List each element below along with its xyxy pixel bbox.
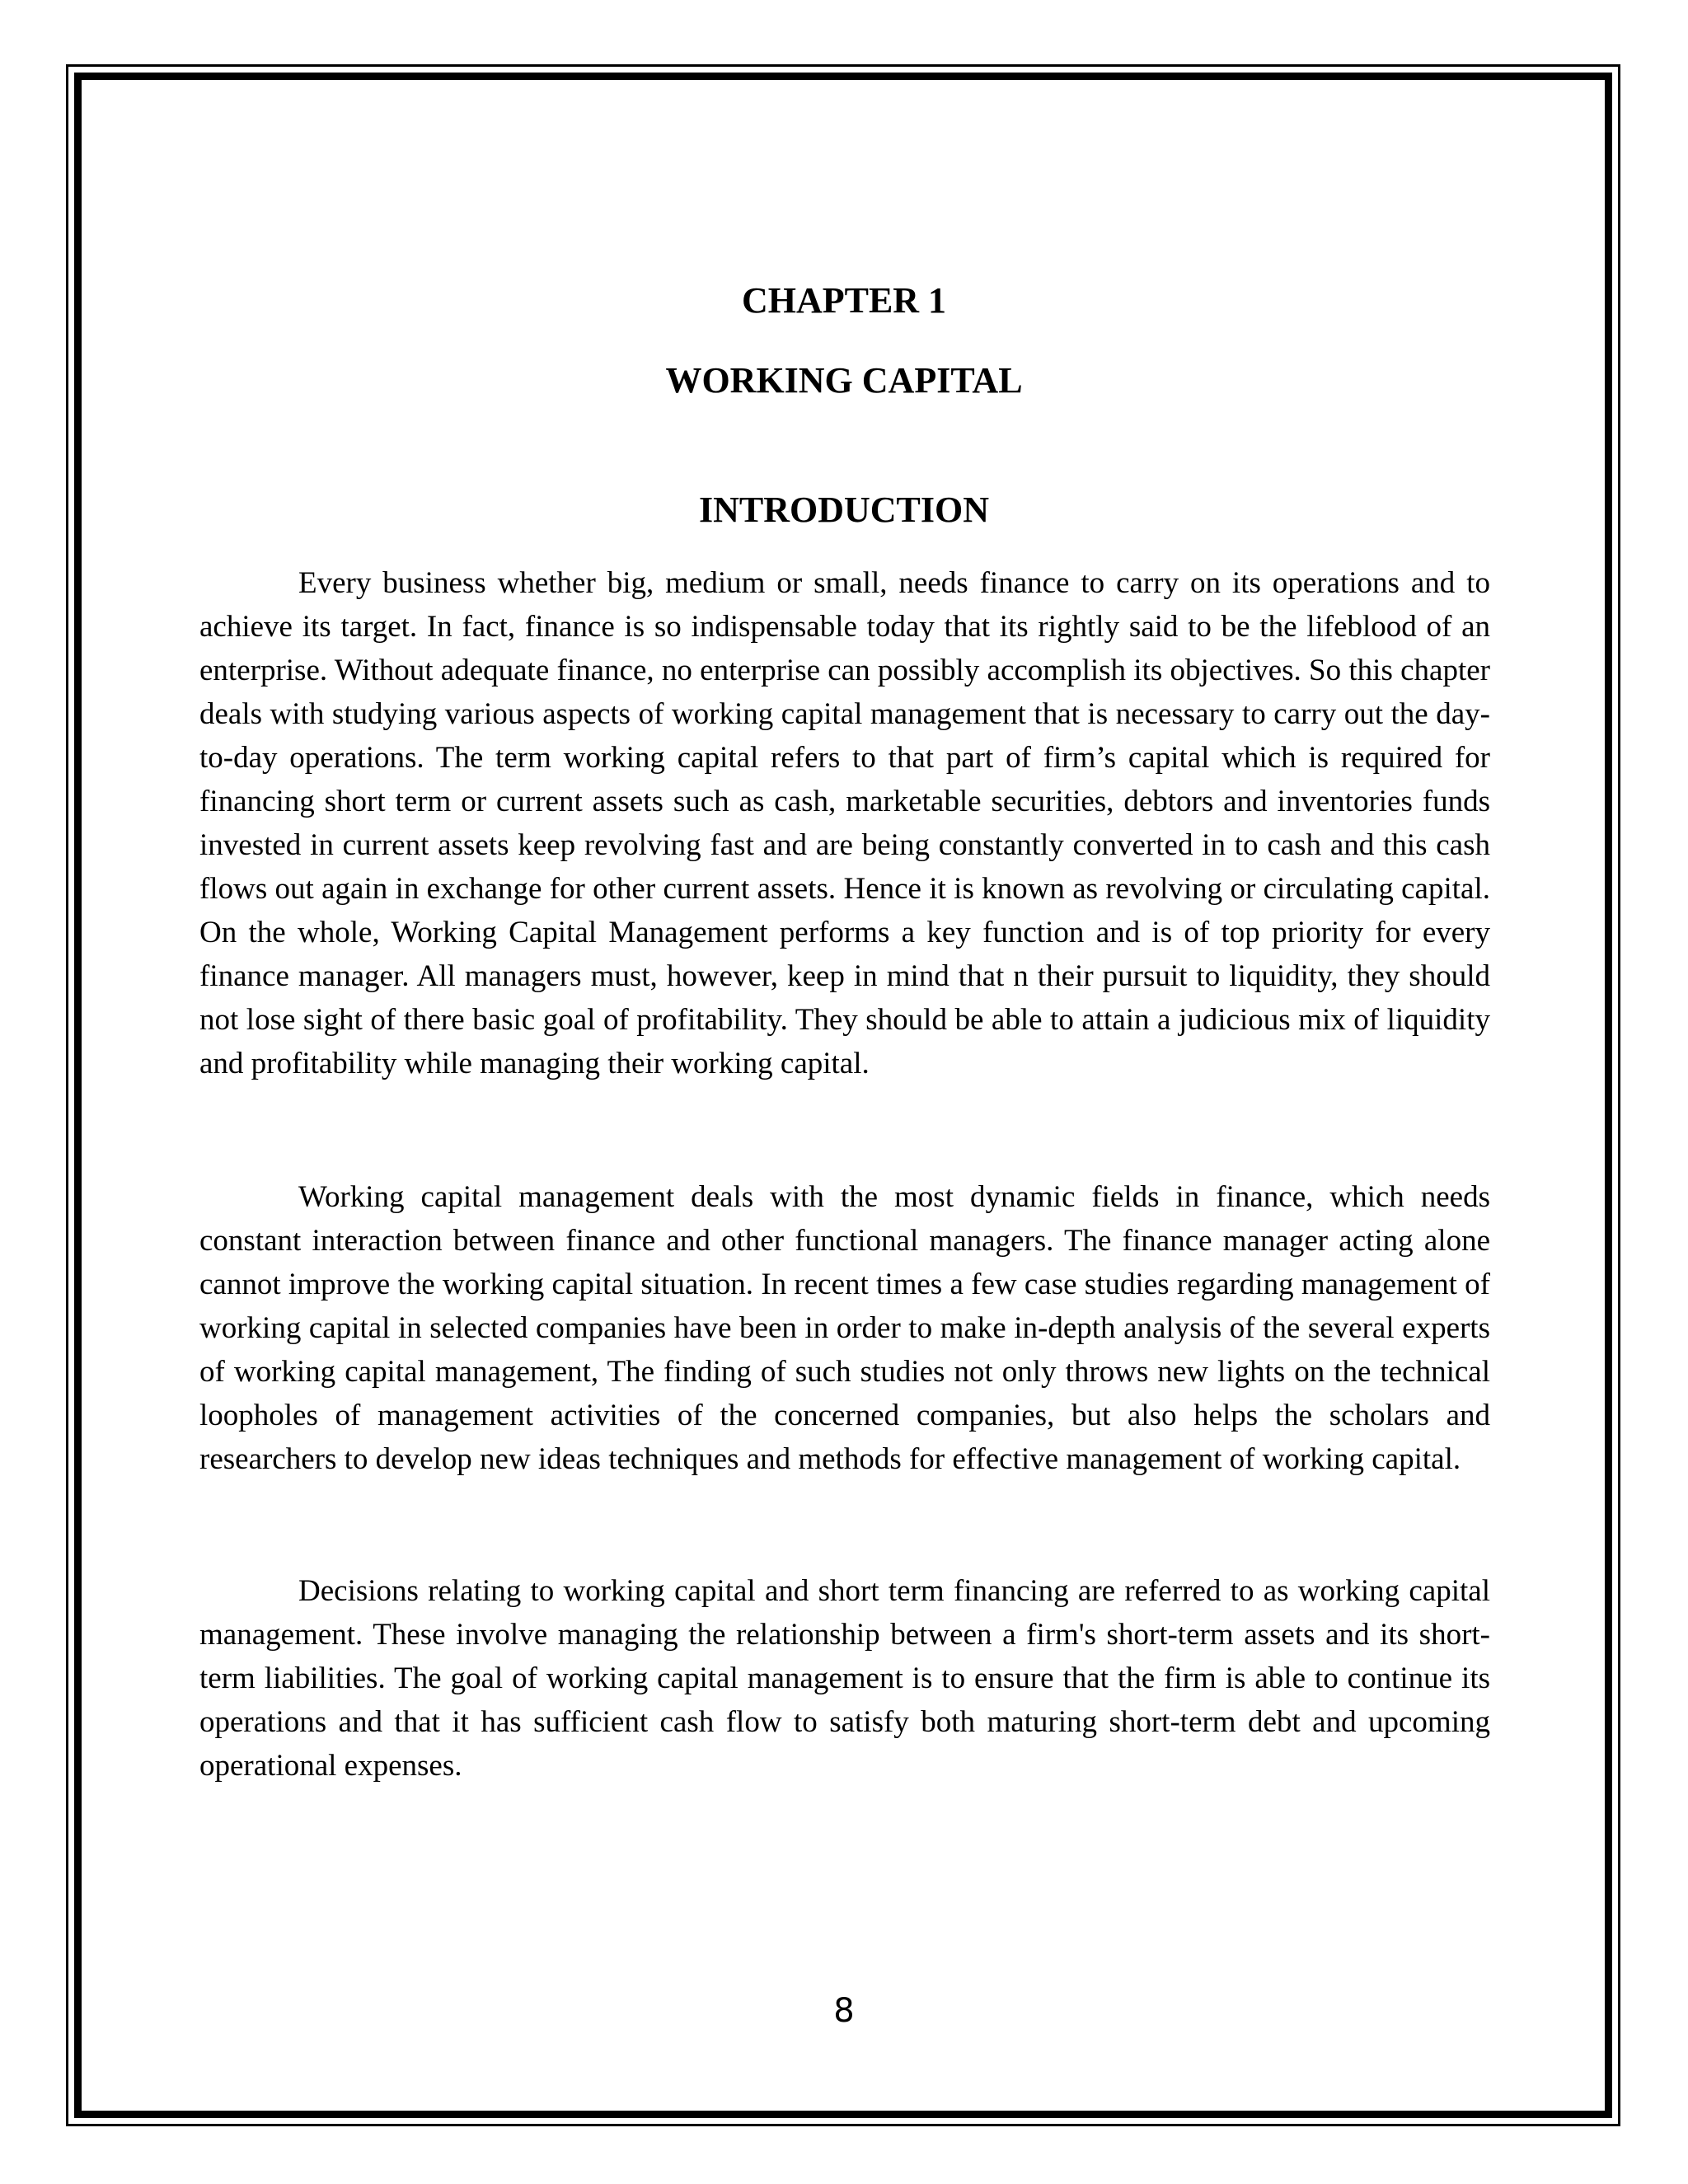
paragraph-1: Every business whether big, medium or small, needs finance to carry on its operations and to achieve its target. In fact, finance is so indispensable today that its rightly said to be the lifeblood of an enterprise. Without adequate finance, no enterprise can possibly accomplish its objectives. So this chapter deals with studying various aspects of working capital management that is necessary to carry out the day-to-day operations. The term working capital refers to that part of firm’s capital which is required for financing short term or current assets such as cash, marketable securities, debtors and inventories funds invested in current assets keep revolving fast and are being constantly converted in to cash and this cash flows out again in exchange for other current assets. Hence it is known as revolving or circulating capital. On the whole, Working Capital Management performs a key function and is of top priority for every finance manager. All managers must, however, keep in mind that n their pursuit to liquidity, they should not lose sight of there basic goal of profitability. They should be able to attain a judicious mix of liquidity and profitability while managing their working capital. — [199, 566, 1490, 1080]
chapter-title: WORKING CAPITAL — [665, 360, 1023, 401]
chapter-number: CHAPTER 1 — [741, 280, 947, 321]
section-heading-introduction: INTRODUCTION — [698, 490, 990, 530]
paragraph-2: Working capital management deals with the most dynamic fields in finance, which needs constant interaction between finance and other functional managers. The finance manager acting alone cannot improve the working capital situation. In recent times a few case studies regarding management of working capital in selected companies have been in order to make in-depth analysis of the several experts of working capital management, The finding of such studies not only throws new lights on the technical loopholes of management activities of the concerned companies, but also helps the scholars and researchers to develop new ideas techniques and methods for effective management of working capital. — [199, 1180, 1490, 1476]
paragraph-3: Decisions relating to working capital and short term financing are referred to as working capital management. These involve managing the relationship between a firm's short-term assets and its short-term liabilities. The goal of working capital management is to ensure that the firm is able to continue its operations and that it has sufficient cash flow to satisfy both maturing short-term debt and upcoming operational expenses. — [199, 1574, 1490, 1783]
page-number: 8 — [833, 1992, 855, 2030]
